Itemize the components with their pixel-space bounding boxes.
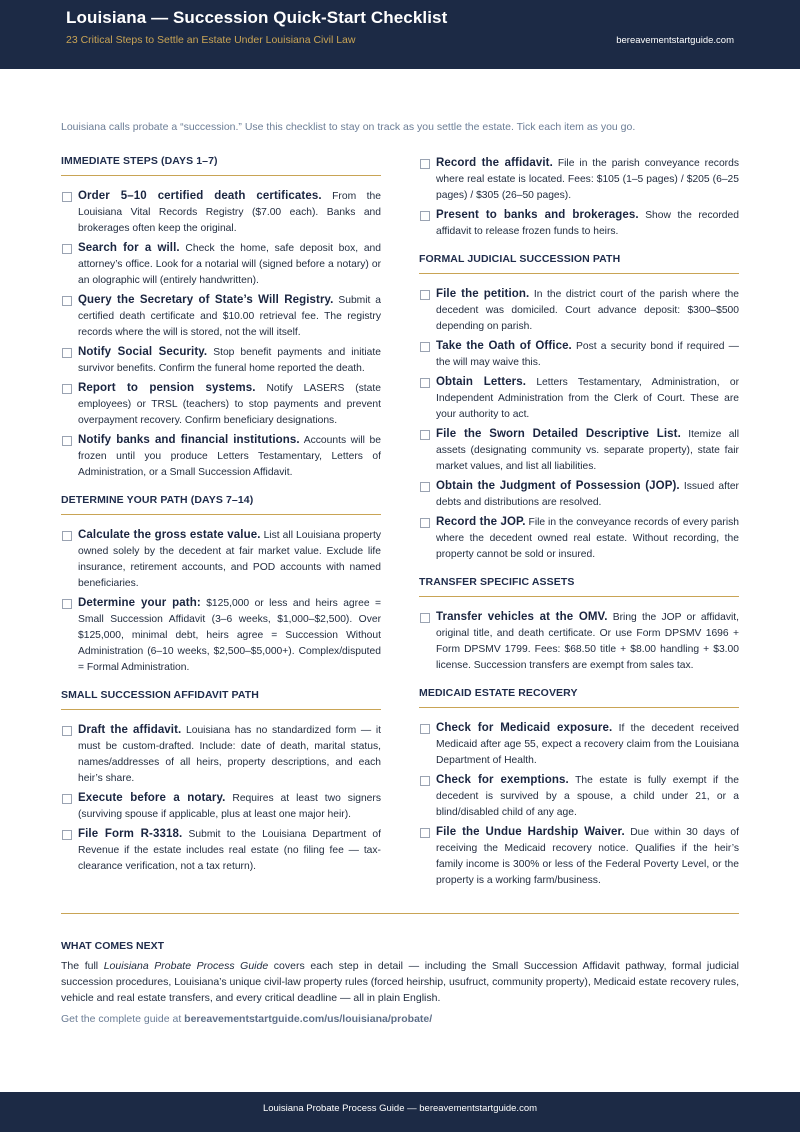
item-text <box>436 772 739 821</box>
checklist-item <box>61 527 381 592</box>
checklist-item <box>61 722 381 787</box>
item-body: Post a security bond if required — the will may waive this. <box>436 341 739 368</box>
item-title: Order 5–10 certified death certificates. <box>78 190 322 202</box>
section-heading: MEDICAID ESTATE RECOVERY <box>419 687 578 699</box>
item-body: Stop benefit payments and initiate survivor benefits. Confirm the funeral home reported the death. <box>78 347 381 374</box>
section-divider <box>419 273 739 274</box>
section-formal-judicial <box>419 253 739 563</box>
item-text <box>436 338 739 371</box>
item-body: Letters Testamentary, Administration, or Independent Administration from the Clerk of Court. These are your authority to act. <box>436 377 739 420</box>
checklist-item <box>419 609 739 674</box>
item-body: The estate is fully exempt if the decedent is survived by a spouse, a child under 21, or a blind/disabled child of any age. <box>436 775 739 818</box>
item-body: Itemize all assets (designating community vs. separate property), state fair market values, and list all liabilities. <box>436 429 739 472</box>
checklist <box>61 527 381 676</box>
checklist-item <box>61 344 381 377</box>
page-header <box>0 0 800 69</box>
checkbox[interactable] <box>420 724 430 734</box>
item-title: Present to banks and brokerages. <box>436 209 639 221</box>
guide-title: Louisiana Probate Process Guide <box>103 960 269 972</box>
guide-link-prefix: Get the complete guide at <box>61 1013 185 1025</box>
item-text <box>78 188 381 237</box>
checkbox[interactable] <box>62 794 72 804</box>
item-text <box>78 595 381 676</box>
item-text <box>436 207 739 240</box>
checklist-item <box>419 824 739 889</box>
item-body: Bring the JOP or affidavit, original title, and death certificate. Or use Form DPSMV 1696 + Form DPSMV 1799. Fees: $68.50 title + $8.00 handling + $3.00 license. Succession transfers are exempt from sales tax. <box>436 612 739 671</box>
checkbox[interactable] <box>420 211 430 221</box>
checkbox[interactable] <box>420 290 430 300</box>
item-title: Record the affidavit. <box>436 157 553 169</box>
section-divider <box>61 175 381 176</box>
item-text <box>78 344 381 377</box>
item-body: List all Louisiana property owned solely by the decedent at fair market value. Exclude life insurance, retirement accounts, and POD accounts with named beneficiaries. <box>78 530 381 589</box>
item-body: Issued after debts and distributions are resolved. <box>436 481 739 508</box>
checklist-continued <box>419 155 739 240</box>
checklist-item <box>61 595 381 676</box>
checklist-item <box>61 380 381 429</box>
next-text-end: covers each step in detail — including the Small Succession Affidavit pathway, formal judicial succession procedures, Louisiana’s unique civil-law property rules (forced heirship, usufruct, community property), Medicaid estate recovery rules, vehicle and real estate transfers, and every critical deadline — all in plain English. <box>61 960 739 1004</box>
section-determine-path <box>61 494 381 676</box>
checkbox[interactable] <box>420 613 430 623</box>
item-title: Draft the affidavit. <box>78 724 182 736</box>
checklist <box>419 609 739 674</box>
checklist <box>419 720 739 889</box>
item-body: $125,000 or less and heirs agree = Small Succession Affidavit (3–6 weeks, $1,000–$2,500). Over $125,000, minimal debt, heirs agree = Succession Without Administration (6–10 weeks, $2,500–$5,000+). Complex/disputed = Formal Administration. <box>78 598 381 673</box>
checkbox[interactable] <box>62 830 72 840</box>
item-text <box>436 426 739 475</box>
item-body: Submit a certified death certificate and $10.00 retrieval fee. The registry records where the will is stored, not the will itself. <box>78 295 381 338</box>
guide-link-line <box>61 1013 432 1025</box>
checkbox[interactable] <box>62 296 72 306</box>
section-heading: FORMAL JUDICIAL SUCCESSION PATH <box>419 253 621 265</box>
item-text <box>78 790 381 823</box>
checklist-item <box>419 478 739 511</box>
checkbox[interactable] <box>62 384 72 394</box>
checklist-item <box>419 426 739 475</box>
item-body: Submit to the Louisiana Department of Revenue if the estate includes real estate (no filing fee — tax-clearance verification, not a tax return). <box>78 829 381 872</box>
item-title: File Form R-3318. <box>78 828 183 840</box>
item-body: Requires at least two signers (surviving spouse if applicable, plus at least one major heir). <box>78 793 381 820</box>
item-title: Calculate the gross estate value. <box>78 529 261 541</box>
item-text <box>436 286 739 335</box>
item-body: Notify LASERS (state employees) or TRSL (teachers) to stop payments and prevent overpayment recovery. Confirm beneficiary designations. <box>78 383 381 426</box>
item-title: Notify Social Security. <box>78 346 208 358</box>
item-text <box>436 720 739 769</box>
item-text <box>78 432 381 481</box>
section-divider <box>419 596 739 597</box>
item-body: In the district court of the parish where the decedent was domiciled. Court advance deposit: $300–$500 depending on parish. <box>436 289 740 332</box>
item-text <box>436 478 739 511</box>
item-body: Accounts will be frozen until you produce Letters Testamentary, Letters of Administration, or a Small Succession Affidavit. <box>78 435 381 478</box>
item-text <box>78 240 381 289</box>
page-subtitle: 23 Critical Steps to Settle an Estate Under Louisiana Civil Law <box>66 34 356 46</box>
footer-text: Louisiana Probate Process Guide — bereavementstartguide.com <box>262 1103 538 1114</box>
checkbox[interactable] <box>62 348 72 358</box>
item-text <box>78 380 381 429</box>
section-heading: TRANSFER SPECIFIC ASSETS <box>419 576 575 588</box>
item-title: Check for exemptions. <box>436 774 569 786</box>
section-transfer-assets <box>419 576 739 674</box>
item-title: Take the Oath of Office. <box>436 340 572 352</box>
section-medicaid-recovery <box>419 687 739 889</box>
checklist-item <box>419 772 739 821</box>
item-title: Transfer vehicles at the OMV. <box>436 611 608 623</box>
checkbox[interactable] <box>420 828 430 838</box>
checkbox[interactable] <box>420 378 430 388</box>
checkbox[interactable] <box>420 518 430 528</box>
item-body: From the Louisiana Vital Records Registry ($7.00 each). Banks and brokerages often keep the original. <box>78 191 381 234</box>
right-column <box>419 155 739 892</box>
item-body: Check the home, safe deposit box, and attorney’s office. Look for a notarial will (signed before a notary) or an olographic will (entirely handwritten). <box>78 243 381 286</box>
item-title: Query the Secretary of State’s Will Registry. <box>78 294 334 306</box>
checklist-item <box>61 432 381 481</box>
item-text <box>78 527 381 592</box>
item-title: Notify banks and financial institutions. <box>78 434 300 446</box>
item-text <box>436 609 739 674</box>
left-column <box>61 155 381 878</box>
checkbox[interactable] <box>420 482 430 492</box>
item-body: Louisiana has no standardized form — it must be custom-drafted. Include: date of death, marital status, names/addresses of all heirs, property descriptions, and each heir’s share. <box>78 725 381 784</box>
item-title: Determine your path: <box>78 597 201 609</box>
checklist <box>61 722 381 875</box>
section-immediate-steps <box>61 155 381 481</box>
checkbox[interactable] <box>62 436 72 446</box>
item-title: Report to pension systems. <box>78 382 256 394</box>
checklist-item <box>61 188 381 237</box>
checklist-item <box>419 207 739 240</box>
checklist-item <box>419 374 739 423</box>
next-text-start: The full <box>61 960 104 972</box>
item-text <box>78 826 381 875</box>
checklist-item <box>419 720 739 769</box>
checklist-item <box>61 240 381 289</box>
item-text <box>436 155 739 204</box>
checklist <box>61 188 381 481</box>
item-text <box>78 722 381 787</box>
checkbox[interactable] <box>420 342 430 352</box>
item-title: Search for a will. <box>78 242 180 254</box>
item-body: File in the parish conveyance records where real estate is located. Fees: $105 (1–5 pages) / $205 (6–25 pages) / $305 (26–50 pages). <box>436 158 739 201</box>
item-title: File the Sworn Detailed Descriptive List. <box>436 428 681 440</box>
item-title: Execute before a notary. <box>78 792 226 804</box>
item-body: File in the conveyance records of every parish where the decedent owned real estate. Without recording, the property cannot be sold or insured. <box>436 517 739 560</box>
page-footer <box>0 1092 800 1132</box>
checkbox[interactable] <box>62 192 72 202</box>
section-divider <box>419 707 739 708</box>
checkbox[interactable] <box>420 159 430 169</box>
item-text <box>436 514 739 563</box>
checkbox[interactable] <box>62 599 72 609</box>
checkbox[interactable] <box>62 531 72 541</box>
item-title: File the Undue Hardship Waiver. <box>436 826 625 838</box>
section-heading: SMALL SUCCESSION AFFIDAVIT PATH <box>61 689 259 701</box>
checkbox[interactable] <box>62 726 72 736</box>
intro-text: Louisiana calls probate a “succession.” Use this checklist to stay on track as you settle the estate. Tick each item as you go. <box>61 121 636 133</box>
header-site-link[interactable]: bereavementstartguide.com <box>616 35 734 46</box>
checklist <box>419 286 739 563</box>
checkbox[interactable] <box>420 430 430 440</box>
item-title: Obtain Letters. <box>436 376 527 388</box>
checklist-item <box>61 790 381 823</box>
section-heading: DETERMINE YOUR PATH (DAYS 7–14) <box>61 494 254 506</box>
item-text <box>436 374 739 423</box>
item-title: Obtain the Judgment of Possession (JOP). <box>436 480 680 492</box>
item-title: Record the JOP. <box>436 516 526 528</box>
checklist-item <box>61 826 381 875</box>
bottom-divider <box>61 913 739 914</box>
item-title: Check for Medicaid exposure. <box>436 722 613 734</box>
checklist-item <box>61 292 381 341</box>
checklist-item <box>419 286 739 335</box>
item-body: If the decedent received Medicaid after age 55, expect a recovery claim from the Louisiana Department of Health. <box>436 723 739 766</box>
section-heading: IMMEDIATE STEPS (DAYS 1–7) <box>61 155 218 167</box>
section-small-succession <box>61 689 381 875</box>
section-divider <box>61 514 381 515</box>
checkbox[interactable] <box>62 244 72 254</box>
checklist-item <box>419 514 739 563</box>
item-text <box>78 292 381 341</box>
next-paragraph <box>61 958 739 1006</box>
page-title: Louisiana — Succession Quick-Start Checklist <box>66 8 448 27</box>
item-text <box>436 824 739 889</box>
checklist-item <box>419 155 739 204</box>
checkbox[interactable] <box>420 776 430 786</box>
section-divider <box>61 709 381 710</box>
item-body: Show the recorded affidavit to release frozen funds to heirs. <box>436 210 739 237</box>
next-heading: WHAT COMES NEXT <box>61 940 165 952</box>
item-title: File the petition. <box>436 288 530 300</box>
checklist-item <box>419 338 739 371</box>
guide-link[interactable]: bereavementstartguide.com/us/louisiana/probate/ <box>184 1013 433 1025</box>
item-body: Due within 30 days of receiving the Medicaid recovery notice. Qualifies if the heir’s family income is 300% or less of the Federal Poverty Level, or the property is a working farm/business. <box>436 827 739 886</box>
